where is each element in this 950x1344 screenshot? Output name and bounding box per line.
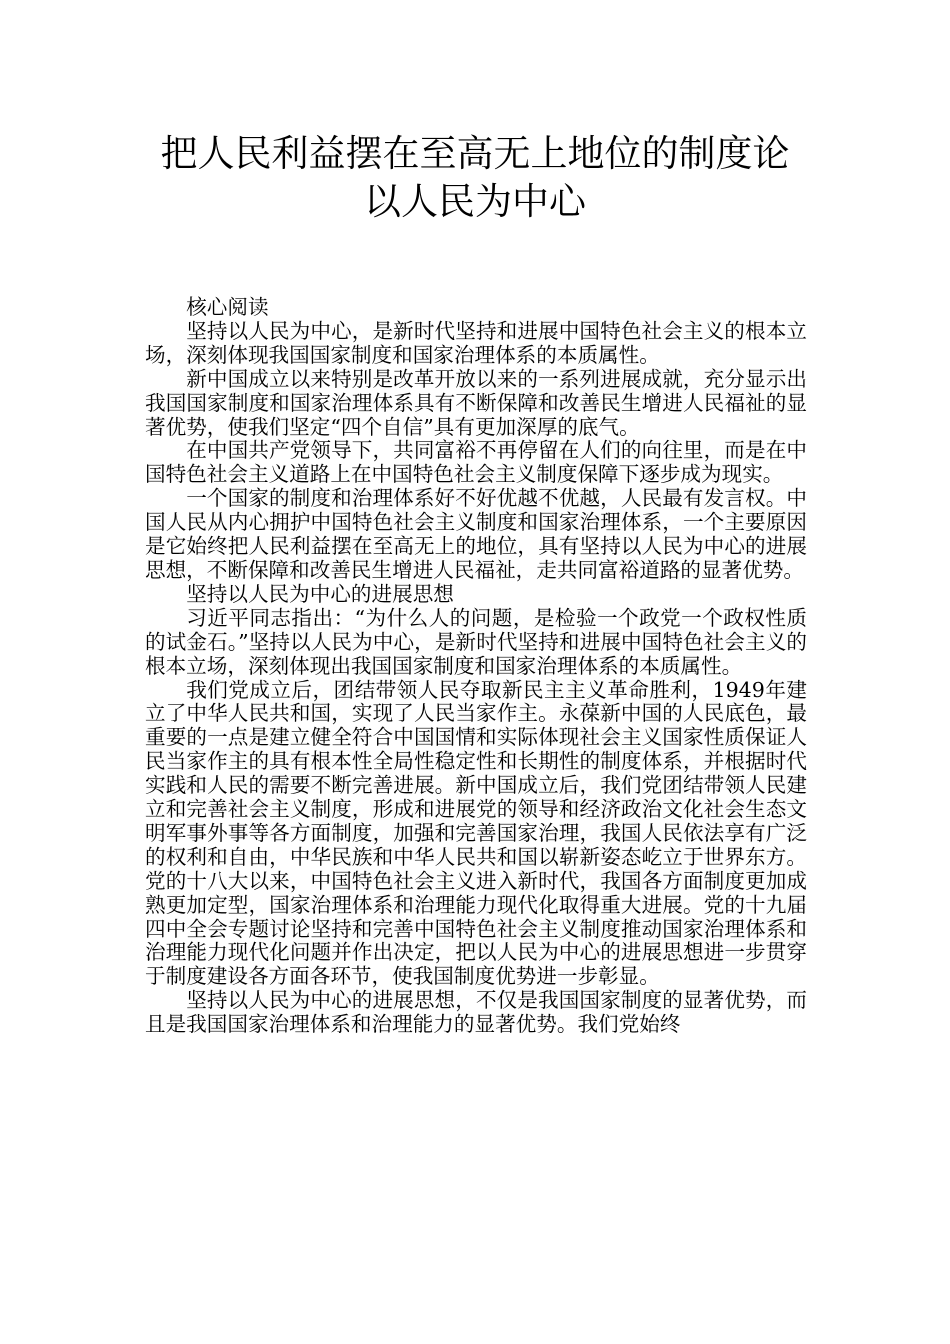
- section-heading-core-reading: 核心阅读: [186, 295, 269, 319]
- body-paragraph: 坚持以人民为中心，是新时代坚持和进展中国特色社会主义的根本立场，深刻体现我国国家制度和国家治理体系的本质属性。: [145, 318, 807, 367]
- body-paragraph: 我们党成立后，团结带领人民夺取新民主主义革命胜利，1949年建立了中华人民共和国，实现了人民当家作主。永葆新中国的人民底色，最重要的一点是建立健全符合中国国情和实际体现社会主义国家性质保证人民当家作主的具有根本性全局性稳定性和长期性的制度体系，并根据时代实践和人民的需要不断完善进展。新中国成立后，我们党团结带领人民建立和完善社会主义制度，形成和进展党的领导和经济政治文化社会生态文明军事外事等各方面制度，加强和完善国家治理，我国人民依法享有广泛的权利和自由，中华民族和中华人民共和国以崭新姿态屹立于世界东方。党的十八大以来，中国特色社会主义进入新时代，我国各方面制度更加成熟更加定型，国家治理体系和治理能力现代化取得重大进展。党的十九届四中全会专题讨论坚持和完善中国特色社会主义制度推动国家治理体系和治理能力现代化问题并作出决定，把以人民为中心的进展思想进一步贯穿于制度建设各方面各环节，使我国制度优势进一步彰显。: [145, 677, 807, 989]
- body-paragraph: 一个国家的制度和治理体系好不好优越不优越，人民最有发言权。中国人民从内心拥护中国特色社会主义制度和国家治理体系，一个主要原因是它始终把人民利益摆在至高无上的地位，具有坚持以人民为中心的进展思想，不断保障和改善民生增进人民福祉，走共同富裕道路的显著优势。: [145, 486, 807, 582]
- document-title-line-1: 把人民利益摆在至高无上地位的制度论: [160, 132, 790, 175]
- document-title-line-2: 以人民为中心: [364, 180, 586, 223]
- body-paragraph: 坚持以人民为中心的进展思想，不仅是我国国家制度的显著优势，而且是我国国家治理体系和治理能力的显著优势。我们党始终: [145, 988, 807, 1037]
- document-body: [145, 296, 807, 1037]
- body-paragraph: 新中国成立以来特别是改革开放以来的一系列进展成就，充分显示出我国国家制度和国家治理体系具有不断保障和改善民生增进人民福祉的显著优势，使我们坚定“四个自信”具有更加深厚的底气。: [145, 366, 807, 439]
- section-heading-development-thought: 坚持以人民为中心的进展思想: [186, 581, 454, 606]
- body-paragraph: 在中国共产党领导下，共同富裕不再停留在人们的向往里，而是在中国特色社会主义道路上在中国特色社会主义制度保障下逐步成为现实。: [145, 438, 807, 487]
- body-paragraph: 习近平同志指出：“为什么人的问题，是检验一个政党一个政权性质的试金石。”坚持以人民为中心，是新时代坚持和进展中国特色社会主义的根本立场，深刻体现出我国国家制度和国家治理体系的本质属性。: [145, 605, 807, 678]
